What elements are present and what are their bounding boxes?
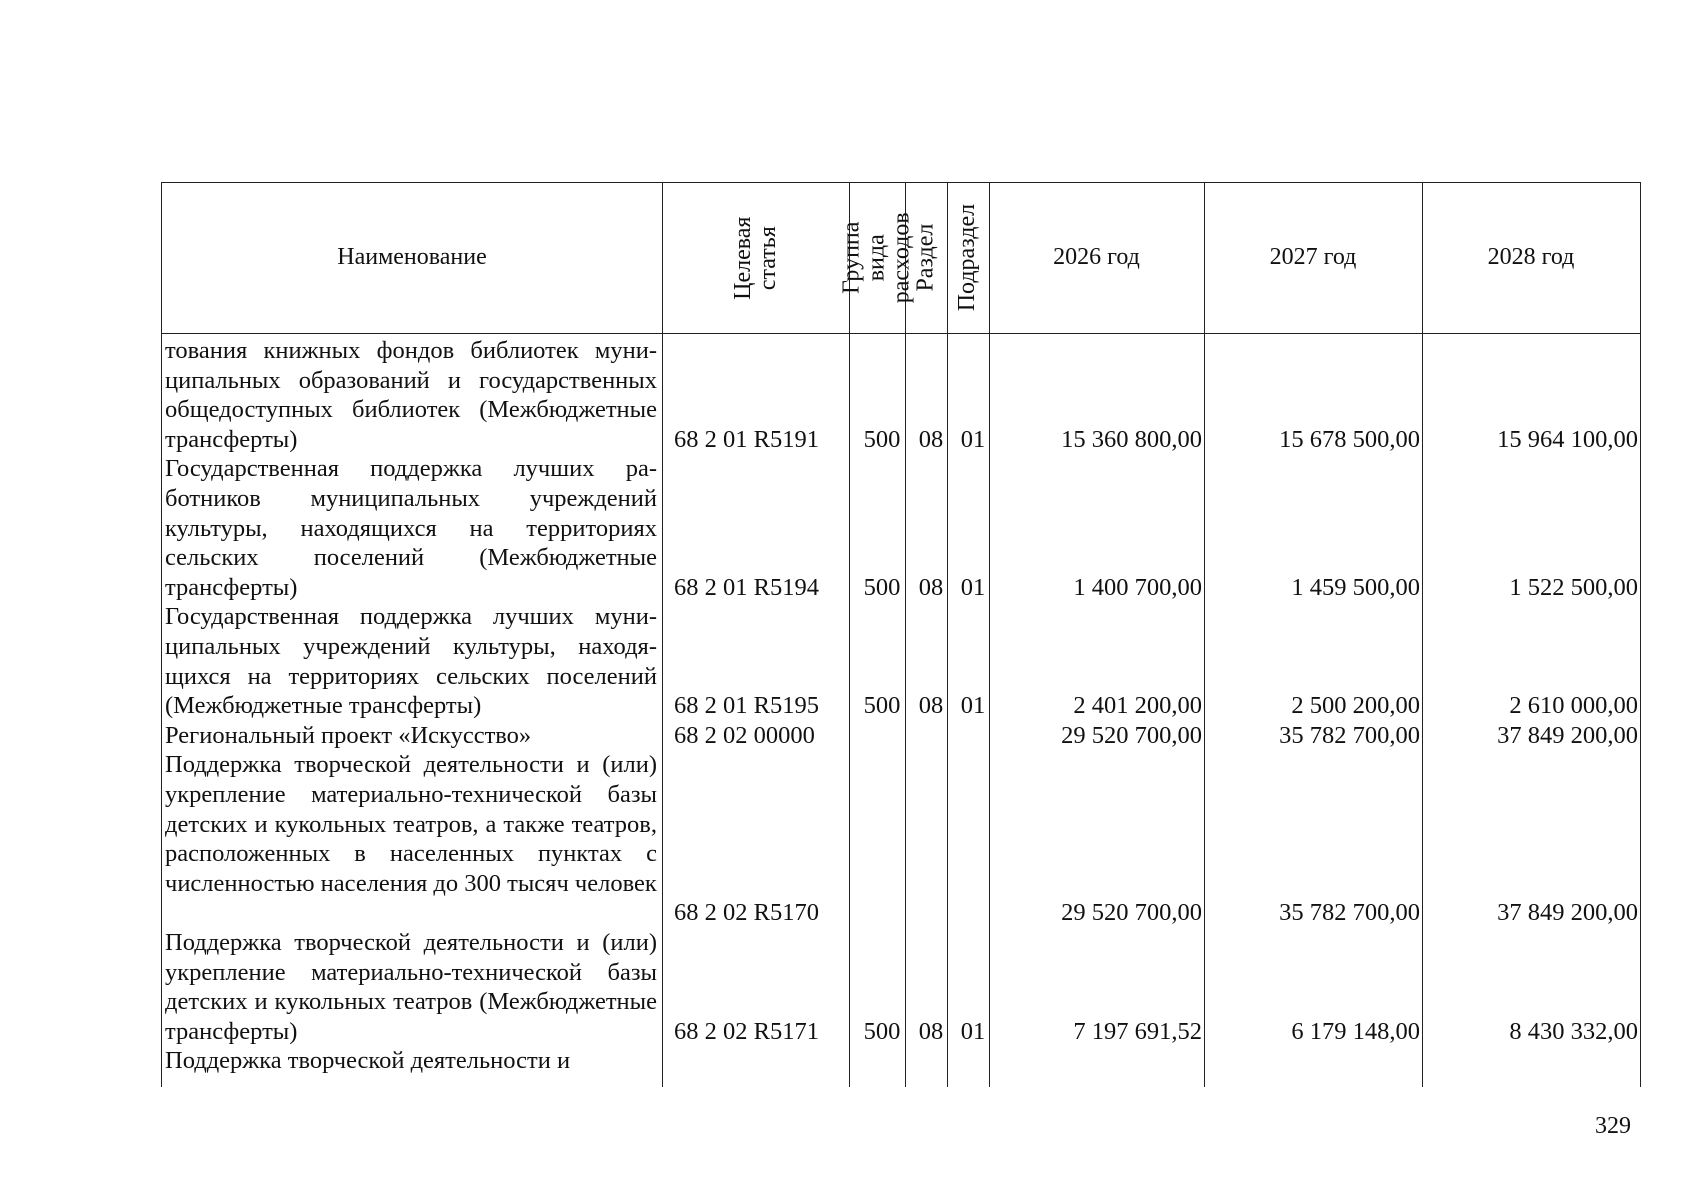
row-amount-2028: 15 964 100,00	[1497, 425, 1638, 453]
row-name: Государственная поддержка лучших работников муниципальных учреждений культуры, находящихся на территориях сельских поселений (Межбюджетные трансферты)	[165, 455, 657, 601]
row-amount-2026: 29 520 700,00	[1061, 721, 1202, 749]
header-expense-group	[838, 183, 915, 333]
row-section: 08	[918, 1017, 944, 1045]
header-divider	[162, 333, 1640, 334]
row-name: тования книжных фондов библиотек муниципальных образований и государственных общедоступных библиотек (Межбюджетные трансферты)	[165, 337, 657, 453]
row-amount-2027: 2 500 200,00	[1291, 692, 1420, 720]
row-target-article: 68 2 01 R5195	[674, 692, 819, 720]
row-name: Поддержка творческой деятельности и (или) укрепление материально-технической базы детских и кукольных театров (Межбюджетные трансферты)	[165, 929, 657, 1045]
row-subsection: 01	[960, 573, 986, 601]
row-amount-2027: 1 459 500,00	[1291, 573, 1420, 601]
row-target-article: 68 2 02 R5170	[674, 899, 819, 927]
row-amount-2028: 37 849 200,00	[1497, 899, 1638, 927]
header-section-label: Раздел	[912, 224, 939, 292]
row-amount-2028: 8 430 332,00	[1509, 1017, 1638, 1045]
row-expense-group: 500	[863, 425, 901, 453]
header-name	[162, 183, 662, 333]
row-amount-2026: 29 520 700,00	[1061, 899, 1202, 927]
row-target-article: 68 2 02 00000	[674, 721, 815, 749]
row-section: 08	[918, 573, 944, 601]
row-amount-2026: 2 401 200,00	[1073, 692, 1202, 720]
header-subsection	[947, 183, 989, 333]
row-expense-group: 500	[863, 1017, 901, 1045]
row-subsection: 01	[960, 692, 986, 720]
row-target-article: 68 2 02 R5171	[674, 1017, 819, 1045]
header-target-article	[662, 183, 849, 333]
row-amount-2027: 35 782 700,00	[1279, 721, 1420, 749]
header-year-2027-label: 2027 год	[1269, 244, 1357, 271]
row-amount-2028: 2 610 000,00	[1509, 692, 1638, 720]
row-target-article: 68 2 01 R5191	[674, 425, 819, 453]
header-expense-group-label: Группа вида расходов	[838, 212, 915, 304]
header-year-2027	[1204, 183, 1422, 333]
budget-table	[161, 182, 1641, 1087]
header-name-label: Наименование	[337, 244, 487, 271]
header-year-2026-label: 2026 год	[1053, 244, 1140, 271]
row-amount-2027: 35 782 700,00	[1279, 899, 1420, 927]
row-name: Региональный проект «Искусство»	[165, 721, 532, 749]
header-target-article-label: Целевая статья	[729, 216, 781, 300]
row-amount-2026: 15 360 800,00	[1061, 425, 1202, 453]
row-amount-2028: 1 522 500,00	[1509, 573, 1638, 601]
row-amount-2026: 7 197 691,52	[1073, 1017, 1202, 1045]
header-year-2028-label: 2028 год	[1487, 244, 1575, 271]
header-year-2026	[989, 183, 1204, 333]
header-section	[905, 183, 947, 333]
row-amount-2028: 37 849 200,00	[1497, 721, 1638, 749]
row-expense-group: 500	[863, 692, 901, 720]
row-amount-2027: 6 179 148,00	[1291, 1017, 1420, 1045]
row-amount-2027: 15 678 500,00	[1279, 425, 1420, 453]
page-number: 329	[1595, 1113, 1631, 1139]
row-section: 08	[918, 425, 944, 453]
row-name: Поддержка творческой деятельности и	[165, 1047, 571, 1075]
row-amount-2026: 1 400 700,00	[1073, 573, 1202, 601]
row-name: Государственная поддержка лучших муниципальных учреждений культуры, находящихся на территориях сельских поселений (Межбюджетные трансферты)	[165, 603, 657, 720]
row-subsection: 01	[960, 1017, 986, 1045]
row-section: 08	[918, 692, 944, 720]
header-subsection-label: Подраздел	[954, 204, 981, 312]
row-subsection: 01	[960, 425, 986, 453]
row-target-article: 68 2 01 R5194	[674, 573, 819, 601]
row-expense-group: 500	[863, 573, 901, 601]
row-name: Поддержка творческой деятельности и (или) укрепление материально-технической базы детских и кукольных театров, а также театров, расположенных в населенных пунктах с численностью населения до 300 тысяч человек	[165, 751, 657, 897]
header-year-2028	[1422, 183, 1640, 333]
